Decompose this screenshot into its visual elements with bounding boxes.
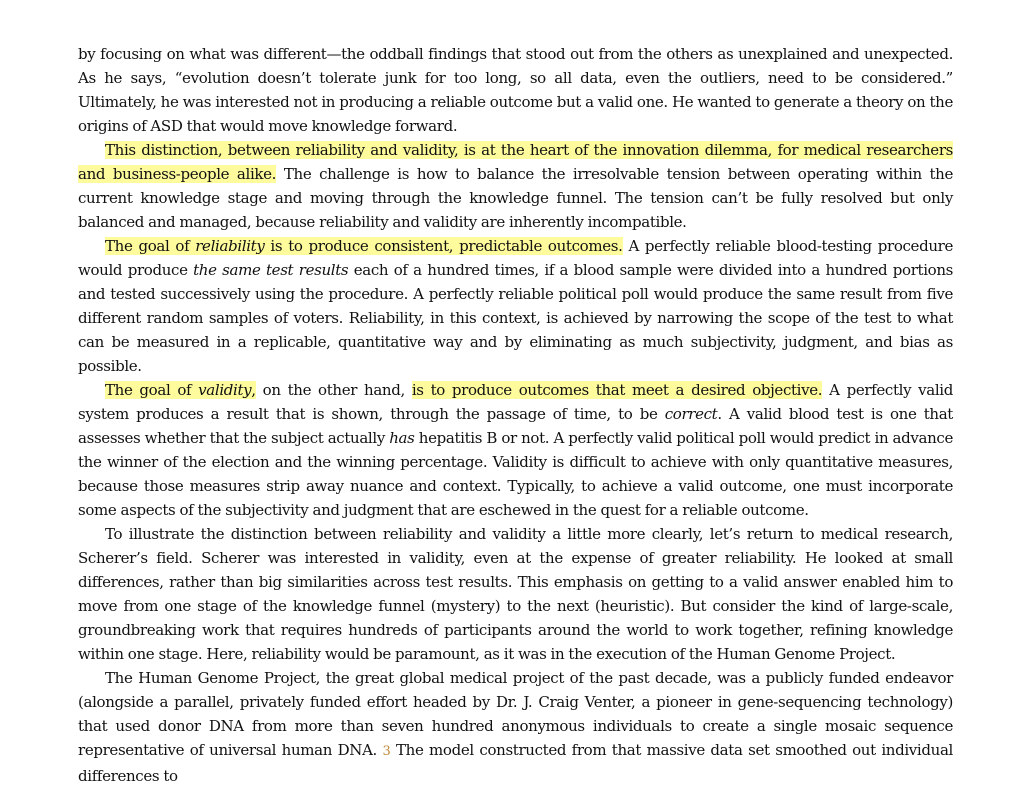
paragraph-6-text: The model constructed from that massive data set smoothed out individual differences to bbox=[78, 741, 953, 785]
emphasis-validity: validity bbox=[198, 381, 252, 399]
paragraph-6-text: The Human Genome Project, the great global medical project of the past decade, was a publicly funded endeavor (alongside a parallel, privately funded effort headed by Dr. J. Craig Venter, a pioneer in gene-sequencing technology) that used donor DNA from more than seven hundred anonymous individuals to create a single mosaic sequence representative of universal human DNA. bbox=[78, 669, 953, 759]
paragraph-4-text: . A valid blood test is one that assesses whether that the subject actually bbox=[78, 405, 953, 447]
paragraph-3 bbox=[78, 234, 953, 378]
paragraph-4 bbox=[78, 378, 953, 522]
paragraph-4-text: hepatitis B or not. A perfectly valid political poll would predict in advance the winner of the election and the winning percentage. Validity is difficult to achieve with only quantitative measures, because those measures strip away nuance and context. Typically, to achieve a valid outcome, one must incorporate some aspects of the subjectivity and judgment that are eschewed in the quest for a reliable outcome. bbox=[78, 429, 954, 519]
paragraph-4-text: on the other hand, bbox=[255, 381, 412, 399]
paragraph-1 bbox=[78, 42, 953, 138]
highlight-text: is to produce consistent, predictable outcomes. bbox=[264, 237, 623, 255]
footnote-link[interactable]: 3 bbox=[382, 744, 391, 759]
paragraph-2-text: The challenge is how to balance the irresolvable tension between operating within the current knowledge stage and moving through the knowledge funnel. The tension can’t be fully resolved but only balanced and managed, because reliability and validity are inherently incompatible. bbox=[78, 165, 954, 231]
highlight-goal-of-reliability[interactable] bbox=[105, 237, 623, 255]
paragraph-2 bbox=[78, 138, 953, 234]
emphasis-correct: correct bbox=[664, 405, 718, 423]
highlight-text: The goal of bbox=[105, 381, 199, 399]
paragraph-5-text: To illustrate the distinction between reliability and validity a little more clearly, let’s return to medical research, Scherer’s field. Scherer was interested in validity, even at the expense of greater reliability. He looked at small differences, rather than big similarities across test results. This emphasis on getting to a valid answer enabled him to move from one stage of the knowledge funnel (mystery) to the next (heuristic). But consider the kind of large-scale, groundbreaking work that requires hundreds of participants around the world to work together, refining knowledge within one stage. Here, reliability would be paramount, as it was in the execution of the Human Genome Project. bbox=[78, 525, 953, 663]
highlight-reliability-validity[interactable]: This distinction, between reliability and validity, is at the heart of the innovation dilemma, for medical researchers and business-people alike. bbox=[78, 141, 953, 183]
paragraph-3-text: each of a hundred times, if a blood sample were divided into a hundred portions and tested successively using the procedure. A perfectly reliable political poll would produce the same result from five different random samples of voters. Reliability, in this context, is achieved by narrowing the scope of the test to what can be measured in a replicable, quantitative way and by eliminating as much subjectivity, judgment, and bias as possible. bbox=[78, 261, 953, 375]
emphasis-same-test-results: the same test results bbox=[193, 261, 349, 279]
emphasis-has: has bbox=[389, 429, 415, 447]
paragraph-6 bbox=[78, 666, 953, 788]
paragraph-4-text: A perfectly valid system produces a result that is shown, through the passage of time, to be bbox=[78, 381, 953, 423]
emphasis-reliability: reliability bbox=[195, 237, 265, 255]
highlight-text: , bbox=[251, 381, 256, 399]
paragraph-1-text: by focusing on what was different—the oddball findings that stood out from the others as unexplained and unexpected. As he says, “evolution doesn’t tolerate junk for too long, so all data, even the outliers, need to be considered.” Ultimately, he was interested not in producing a reliable outcome but a valid one. He wanted to generate a theory on the origins of ASD that would move knowledge forward. bbox=[78, 45, 953, 135]
paragraph-5 bbox=[78, 522, 953, 666]
highlight-desired-objective[interactable]: is to produce outcomes that meet a desired objective. bbox=[411, 381, 823, 399]
highlight-text: The goal of bbox=[105, 237, 196, 255]
book-page bbox=[78, 42, 953, 788]
paragraph-3-text: A perfectly reliable blood-testing procedure would produce bbox=[78, 237, 953, 279]
highlight-goal-of-validity[interactable] bbox=[105, 381, 256, 399]
